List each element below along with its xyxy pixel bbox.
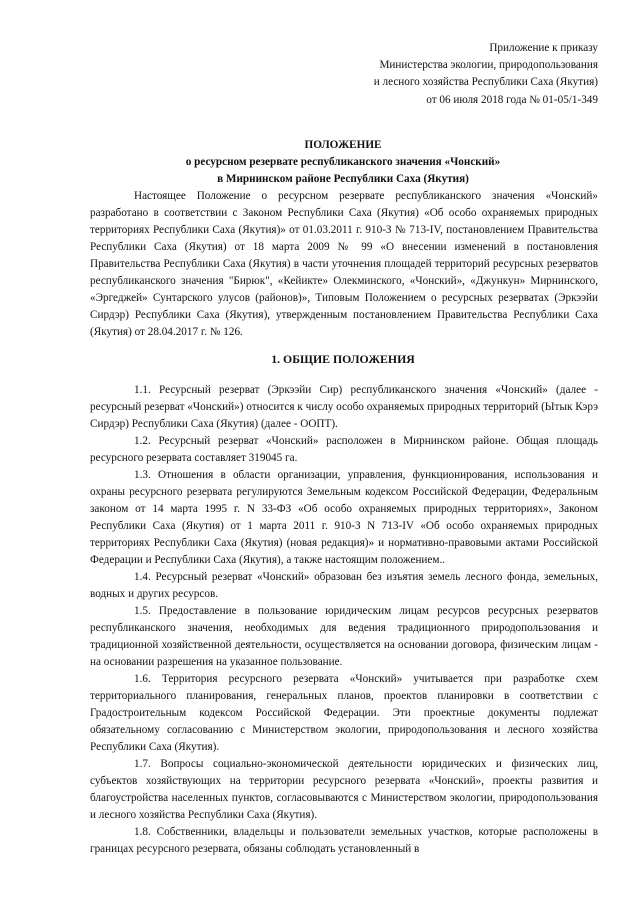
paragraph-1-7: 1.7. Вопросы социально-экономической деятельности юридических и физических лиц, субъектов хозяйствующих на территории ресурсного резервата «Чонский», проекты развития и благоустройства населенных пунктов, согласовываются с Министерством экологии, природопользования и лесного хозяйства Республики Саха (Якутия). <box>90 758 598 821</box>
document-title <box>88 137 598 188</box>
paragraph-1-3: 1.3. Отношения в области организации, управления, функционирования, использования и охраны ресурсного резервата регулируются Земельным кодексом Российской Федерации, Федеральным законом от 14 марта 1995 г. N 33-ФЗ «Об особо охраняемых природных территориях», Законом Республики Саха (Якутия) от 1 марта 2011 г. 910-З N 713-IV «Об особо охраняемых природных территориях Республики Саха (Якутия) (новая редакция)» и нормативно-правовыми актами Российской Федерации и Республики Саха (Якутия), а также настоящим положением.. <box>90 469 598 566</box>
paragraph-1-2: 1.2. Ресурсный резерват «Чонский» расположен в Мирнинском районе. Общая площадь ресурсного резервата составляет 319045 га. <box>90 435 598 464</box>
title-line-3: в Мирнинском районе Республики Саха (Якутия) <box>217 173 469 185</box>
appendix-line-3: и лесного хозяйства Республики Саха (Якутия) <box>373 76 598 89</box>
appendix-header <box>374 40 598 109</box>
section-heading: 1. ОБЩИЕ ПОЛОЖЕНИЯ <box>271 352 415 366</box>
appendix-line-4: от 06 июля 2018 года № 01-05/1-349 <box>426 93 598 106</box>
intro-paragraph: Настоящее Положение о ресурсном резервате республиканского значения «Чонский» разработано в соответствии с Законом Республики Саха (Якутия) «Об особо охраняемых природных территориях Республики Саха (Якутия)» от 01.03.2011 г. 910-З № 713-IV, постановлением Правительства Республики Саха (Якутия) от 18 марта 2009 № 99 «О внесении изменений в постановления Правительства Республики Саха (Якутия) в части уточнения площадей территорий ресурсных резерватов республиканского значения "Бирюк", «Кейикте» Олекминского, «Чонский», «Джункун» Мирнинского, «Эргеджей» Сунтарского улусов (районов)», Типовым Положением о ресурсных резерватах (Эркээйи Сирдэр) Республики Саха (Якутия), утвержденным постановлением Правительства Республики Саха (Якутия) от 28.04.2017 г. № 126. <box>90 190 598 338</box>
intro-section <box>90 188 598 341</box>
paragraph-1-4: 1.4. Ресурсный резерват «Чонский» образован без изъятия земель лесного фонда, земельных, водных и других ресурсов. <box>90 571 598 600</box>
paragraph-1-8: 1.8. Собственники, владельцы и пользователи земельных участков, которые расположены в границах ресурсного резервата, обязаны соблюдать установленный в <box>90 826 598 855</box>
paragraph-1-6: 1.6. Территория ресурсного резервата «Чонский» учитывается при разработке схем территориального планирования, генеральных планов, проектов планировки в соответствии с Градостроительным кодексом Российской Федерации. Эти проектные документы подлежат обязательному согласованию с Министерством экологии, природопользования и лесного хозяйства Республики Саха (Якутия). <box>90 673 598 753</box>
appendix-line-2: Министерства экологии, природопользования <box>379 59 598 72</box>
title-line-1: ПОЛОЖЕНИЕ <box>304 139 382 151</box>
section-body <box>90 382 598 858</box>
appendix-line-1: Приложение к приказу <box>489 42 598 54</box>
paragraph-1-5: 1.5. Предоставление в пользование юридическим лицам ресурсов ресурсных резерватов республиканского значения, необходимых для ведения традиционного природопользования и традиционной хозяйственной деятельности, осуществляется на основании договора, физическим лицам - на основании разрешения на указанное пользование. <box>90 605 598 668</box>
title-line-2: о ресурсном резервате республиканского значения «Чонский» <box>185 156 501 168</box>
paragraph-1-1: 1.1. Ресурсный резерват (Эркээйи Сир) республиканского значения «Чонский» (далее - ресурсный резерват «Чонский») относится к числу особо охраняемых природных территорий (Ытык Кэрэ Сирдэр) Республики Саха (Якутия) (далее - ООПТ). <box>90 384 598 430</box>
